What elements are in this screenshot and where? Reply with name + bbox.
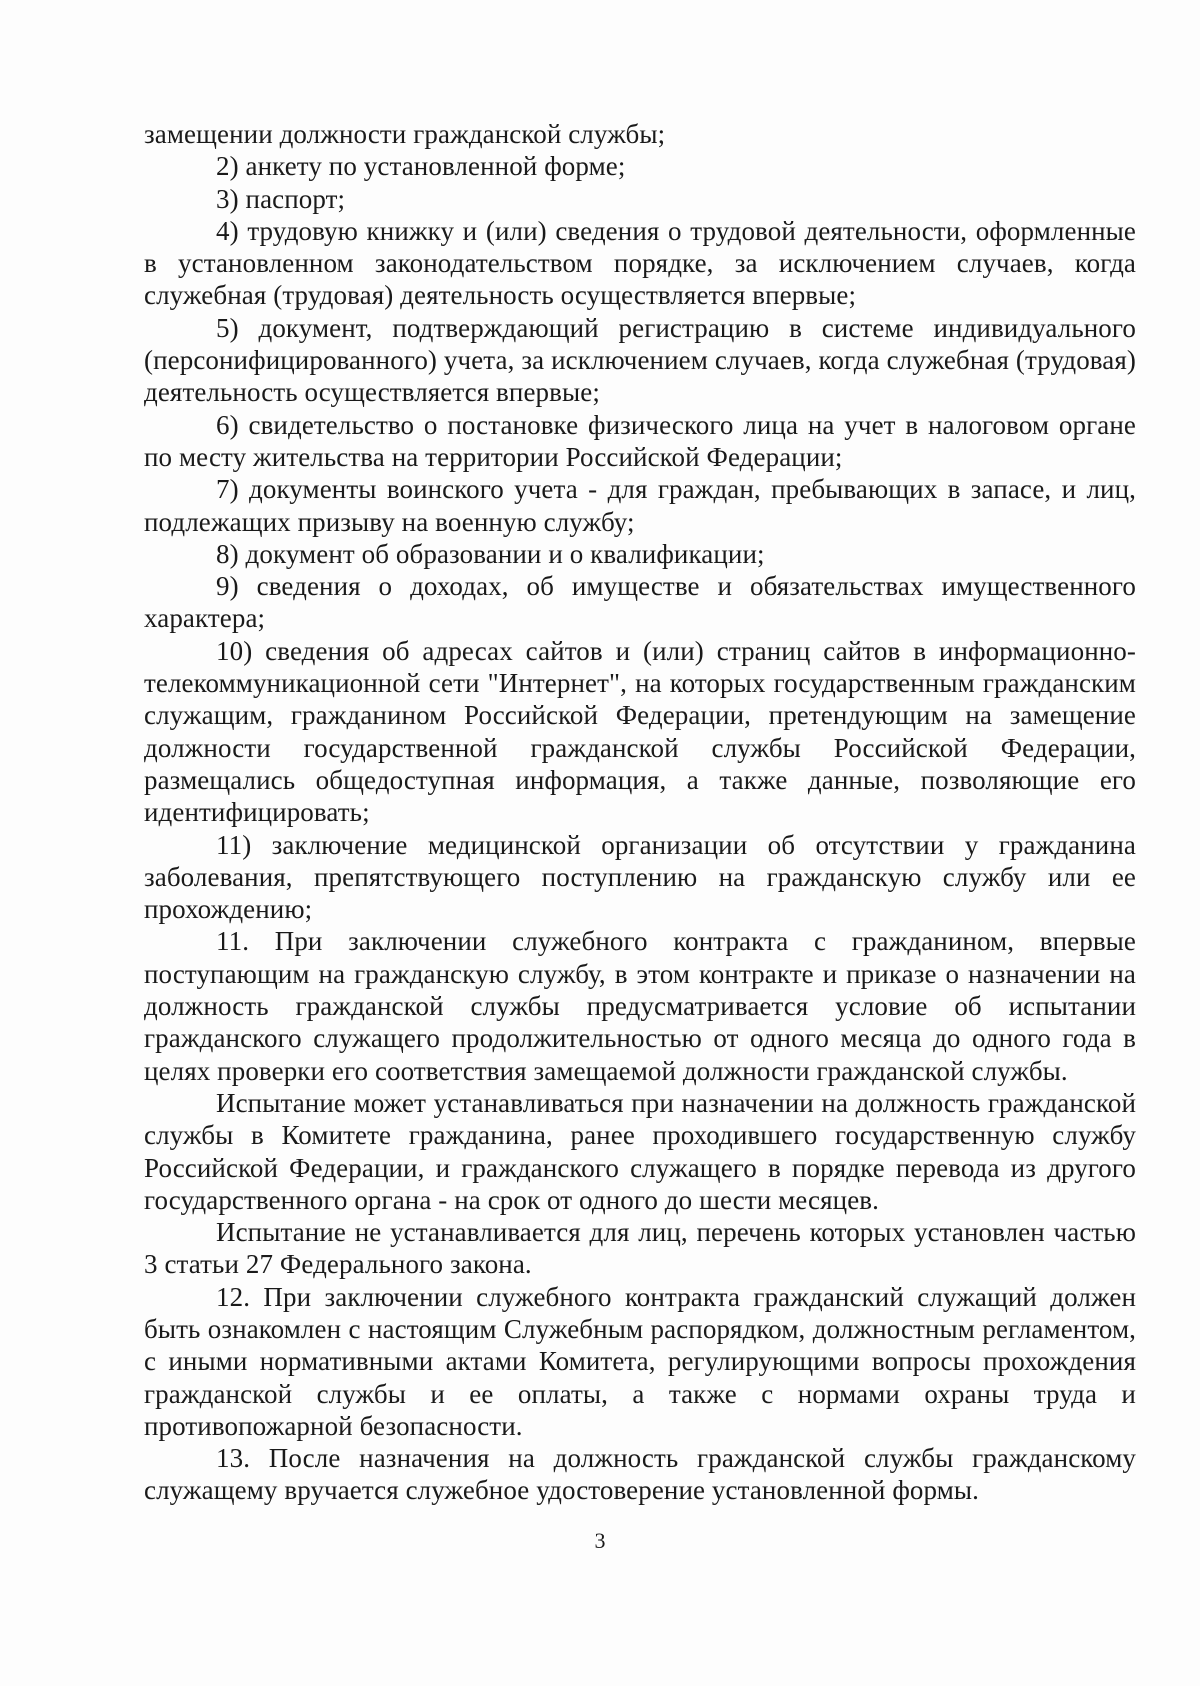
list-item-9: 9) сведения о доходах, об имуществе и обязательствах имущественного характера;	[144, 571, 1136, 634]
section-11-paragraph: 11. При заключении служебного контракта с гражданином, впервые поступающим на гражданскую службу, в этом контракте и приказе о назначении на должность гражданской службы предусматривается условие об испытании гражданского служащего продолжительностью от одного месяца до одного года в целях проверки его соответствия замещаемой должности гражданской службы.	[144, 926, 1136, 1086]
probation-paragraph: Испытание может устанавливаться при назначении на должность гражданской службы в Комитете гражданина, ранее проходившего государственную службу Российской Федерации, и гражданского служащего в порядке перевода из другого государственного органа - на срок от одного до шести месяцев.	[144, 1087, 1136, 1215]
list-item-3: 3) паспорт;	[216, 183, 346, 214]
list-item-5: 5) документ, подтверждающий регистрацию в системе индивидуального (персонифицированного) учета, за исключением случаев, когда служебная (трудовая) деятельность осуществляется впервые;	[144, 312, 1136, 408]
list-item-2: 2) анкету по установленной форме;	[216, 151, 626, 182]
section-12-paragraph: 12. При заключении служебного контракта гражданский служащий должен быть ознакомлен с настоящим Служебным распорядком, должностным регламентом, с иными нормативными актами Комитета, регулирующими вопросы прохождения гражданской службы и ее оплаты, а также с нормами охраны труда и противопожарной безопасности.	[144, 1281, 1136, 1441]
list-item-7: 7) документы воинского учета - для граждан, пребывающих в запасе, и лиц, подлежащих призыву на военную службу;	[144, 474, 1136, 537]
list-item-10: 10) сведения об адресах сайтов и (или) страниц сайтов в информационно-телекоммуникационной сети "Интернет", на которых государственным гражданским служащим, гражданином Российской Федерации, претендующим на замещение должности государственной гражданской службы Российской Федерации, размещались общедоступная информация, а также данные, позволяющие его идентифицировать;	[144, 635, 1136, 828]
probation-exemption-paragraph: Испытание не устанавливается для лиц, перечень которых установлен частью 3 статьи 27 Федерального закона.	[144, 1217, 1136, 1280]
document-body	[144, 118, 1136, 1507]
page-number: 3	[594, 1528, 606, 1553]
list-item-8: 8) документ об образовании и о квалификации;	[216, 538, 765, 569]
paragraph-continuation: замещении должности гражданской службы;	[144, 119, 666, 149]
list-item-4: 4) трудовую книжку и (или) сведения о трудовой деятельности, оформленные в установленном законодательством порядке, за исключением случаев, когда служебная (трудовая) деятельность осуществляется впервые;	[144, 215, 1136, 311]
list-item-11: 11) заключение медицинской организации об отсутствии у гражданина заболевания, препятствующего поступлению на гражданскую службу или ее прохождению;	[144, 829, 1136, 925]
list-item-6: 6) свидетельство о постановке физического лица на учет в налоговом органе по месту жительства на территории Российской Федерации;	[144, 409, 1136, 472]
section-13-paragraph: 13. После назначения на должность гражданской службы гражданскому служащему вручается служебное удостоверение установленной формы.	[144, 1443, 1136, 1506]
